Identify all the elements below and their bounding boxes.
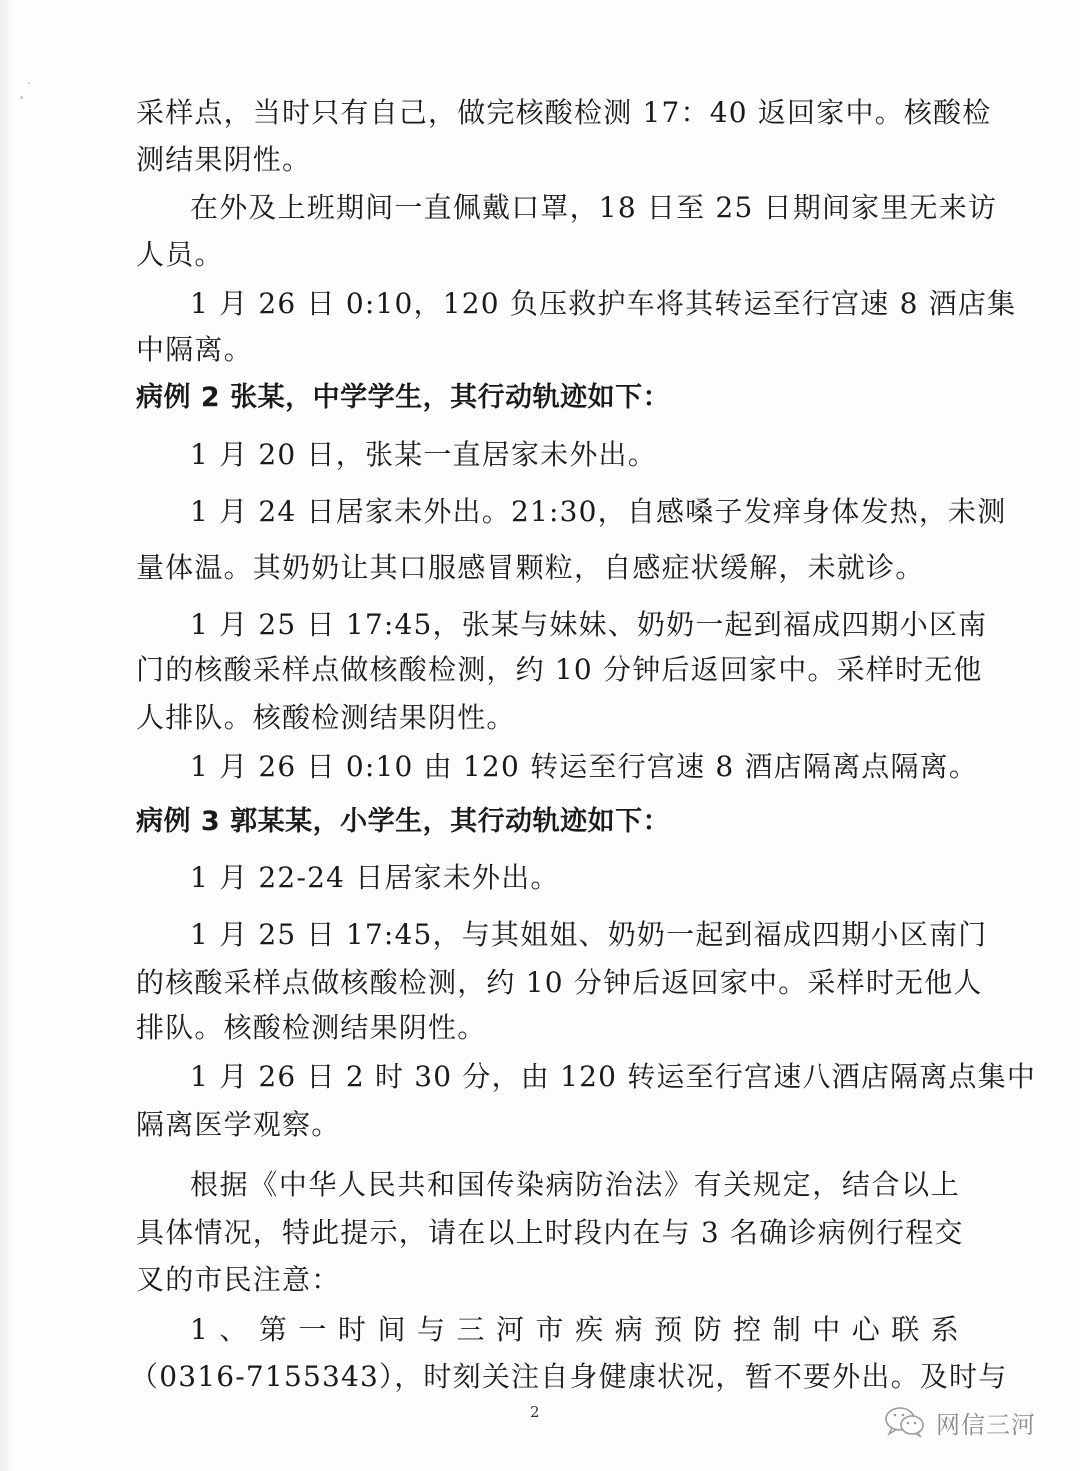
body-line: 1 月 26 日 2 时 30 分，由 120 转运至行宫速八酒店隔离点集中 [190, 1060, 1037, 1093]
body-line: 根据《中华人民共和国传染病防治法》有关规定，结合以上 [190, 1168, 960, 1201]
case-2-heading: 病例 2 张某，中学学生，其行动轨迹如下： [136, 382, 671, 413]
body-line: 1 月 22-24 日居家未外出。 [190, 861, 560, 894]
scan-speck [20, 96, 23, 99]
watermark-label: 网信三河 [936, 1410, 1036, 1439]
page-number: 2 [530, 1403, 540, 1421]
body-line: 人排队。核酸检测结果阴性。 [136, 701, 516, 734]
body-line: 1 月 26 日 0:10，120 负压救护车将其转运至行宫速 8 酒店集 [190, 287, 1017, 320]
body-line: 叉的市民注意： [136, 1263, 341, 1296]
body-line: 1 月 25 日 17:45，与其姐姐、奶奶一起到福成四期小区南门 [190, 918, 988, 951]
wechat-icon [882, 1405, 930, 1439]
body-line: 在外及上班期间一直佩戴口罩，18 日至 25 日期间家里无来访 [190, 191, 998, 224]
body-line: 人员。 [136, 238, 224, 271]
watermark [882, 1402, 1036, 1442]
body-line: 1 月 25 日 17:45，张某与妹妹、奶奶一起到福成四期小区南 [190, 608, 988, 641]
case-3-heading: 病例 3 郭某某，小学生，其行动轨迹如下： [136, 806, 671, 837]
scan-speck [28, 82, 30, 84]
body-line: 具体情况，特此提示，请在以上时段内在与 3 名确诊病例行程交 [136, 1216, 964, 1249]
body-line: 中隔离。 [136, 333, 253, 366]
body-line: 1 月 26 日 0:10 由 120 转运至行宫速 8 酒店隔离点隔离。 [190, 750, 979, 783]
body-line: 测结果阴性。 [136, 143, 312, 176]
body-line: 1 月 24 日居家未外出。21:30，自感嗓子发痒身体发热，未测 [190, 495, 1007, 528]
body-line: 1 月 20 日，张某一直居家未外出。 [190, 438, 657, 471]
body-line: 的核酸采样点做核酸检测，约 10 分钟后返回家中。采样时无他人 [136, 966, 983, 999]
body-line: 1、第一时间与三河市疾病预防控制中心联系 [190, 1313, 960, 1346]
body-line: 排队。核酸检测结果阴性。 [136, 1011, 487, 1044]
body-line: （0316-7155343），时刻关注自身健康状况，暂不要外出。及时与 [130, 1360, 1008, 1393]
body-line: 采样点，当时只有自己，做完核酸检测 17：40 返回家中。核酸检 [136, 96, 992, 129]
body-line: 门的核酸采样点做核酸检测，约 10 分钟后返回家中。采样时无他 [136, 653, 983, 686]
body-line: 隔离医学观察。 [136, 1108, 341, 1141]
scan-edge-shadow [0, 0, 14, 1471]
body-line: 量体温。其奶奶让其口服感冒颗粒，自感症状缓解，未就诊。 [136, 551, 925, 584]
